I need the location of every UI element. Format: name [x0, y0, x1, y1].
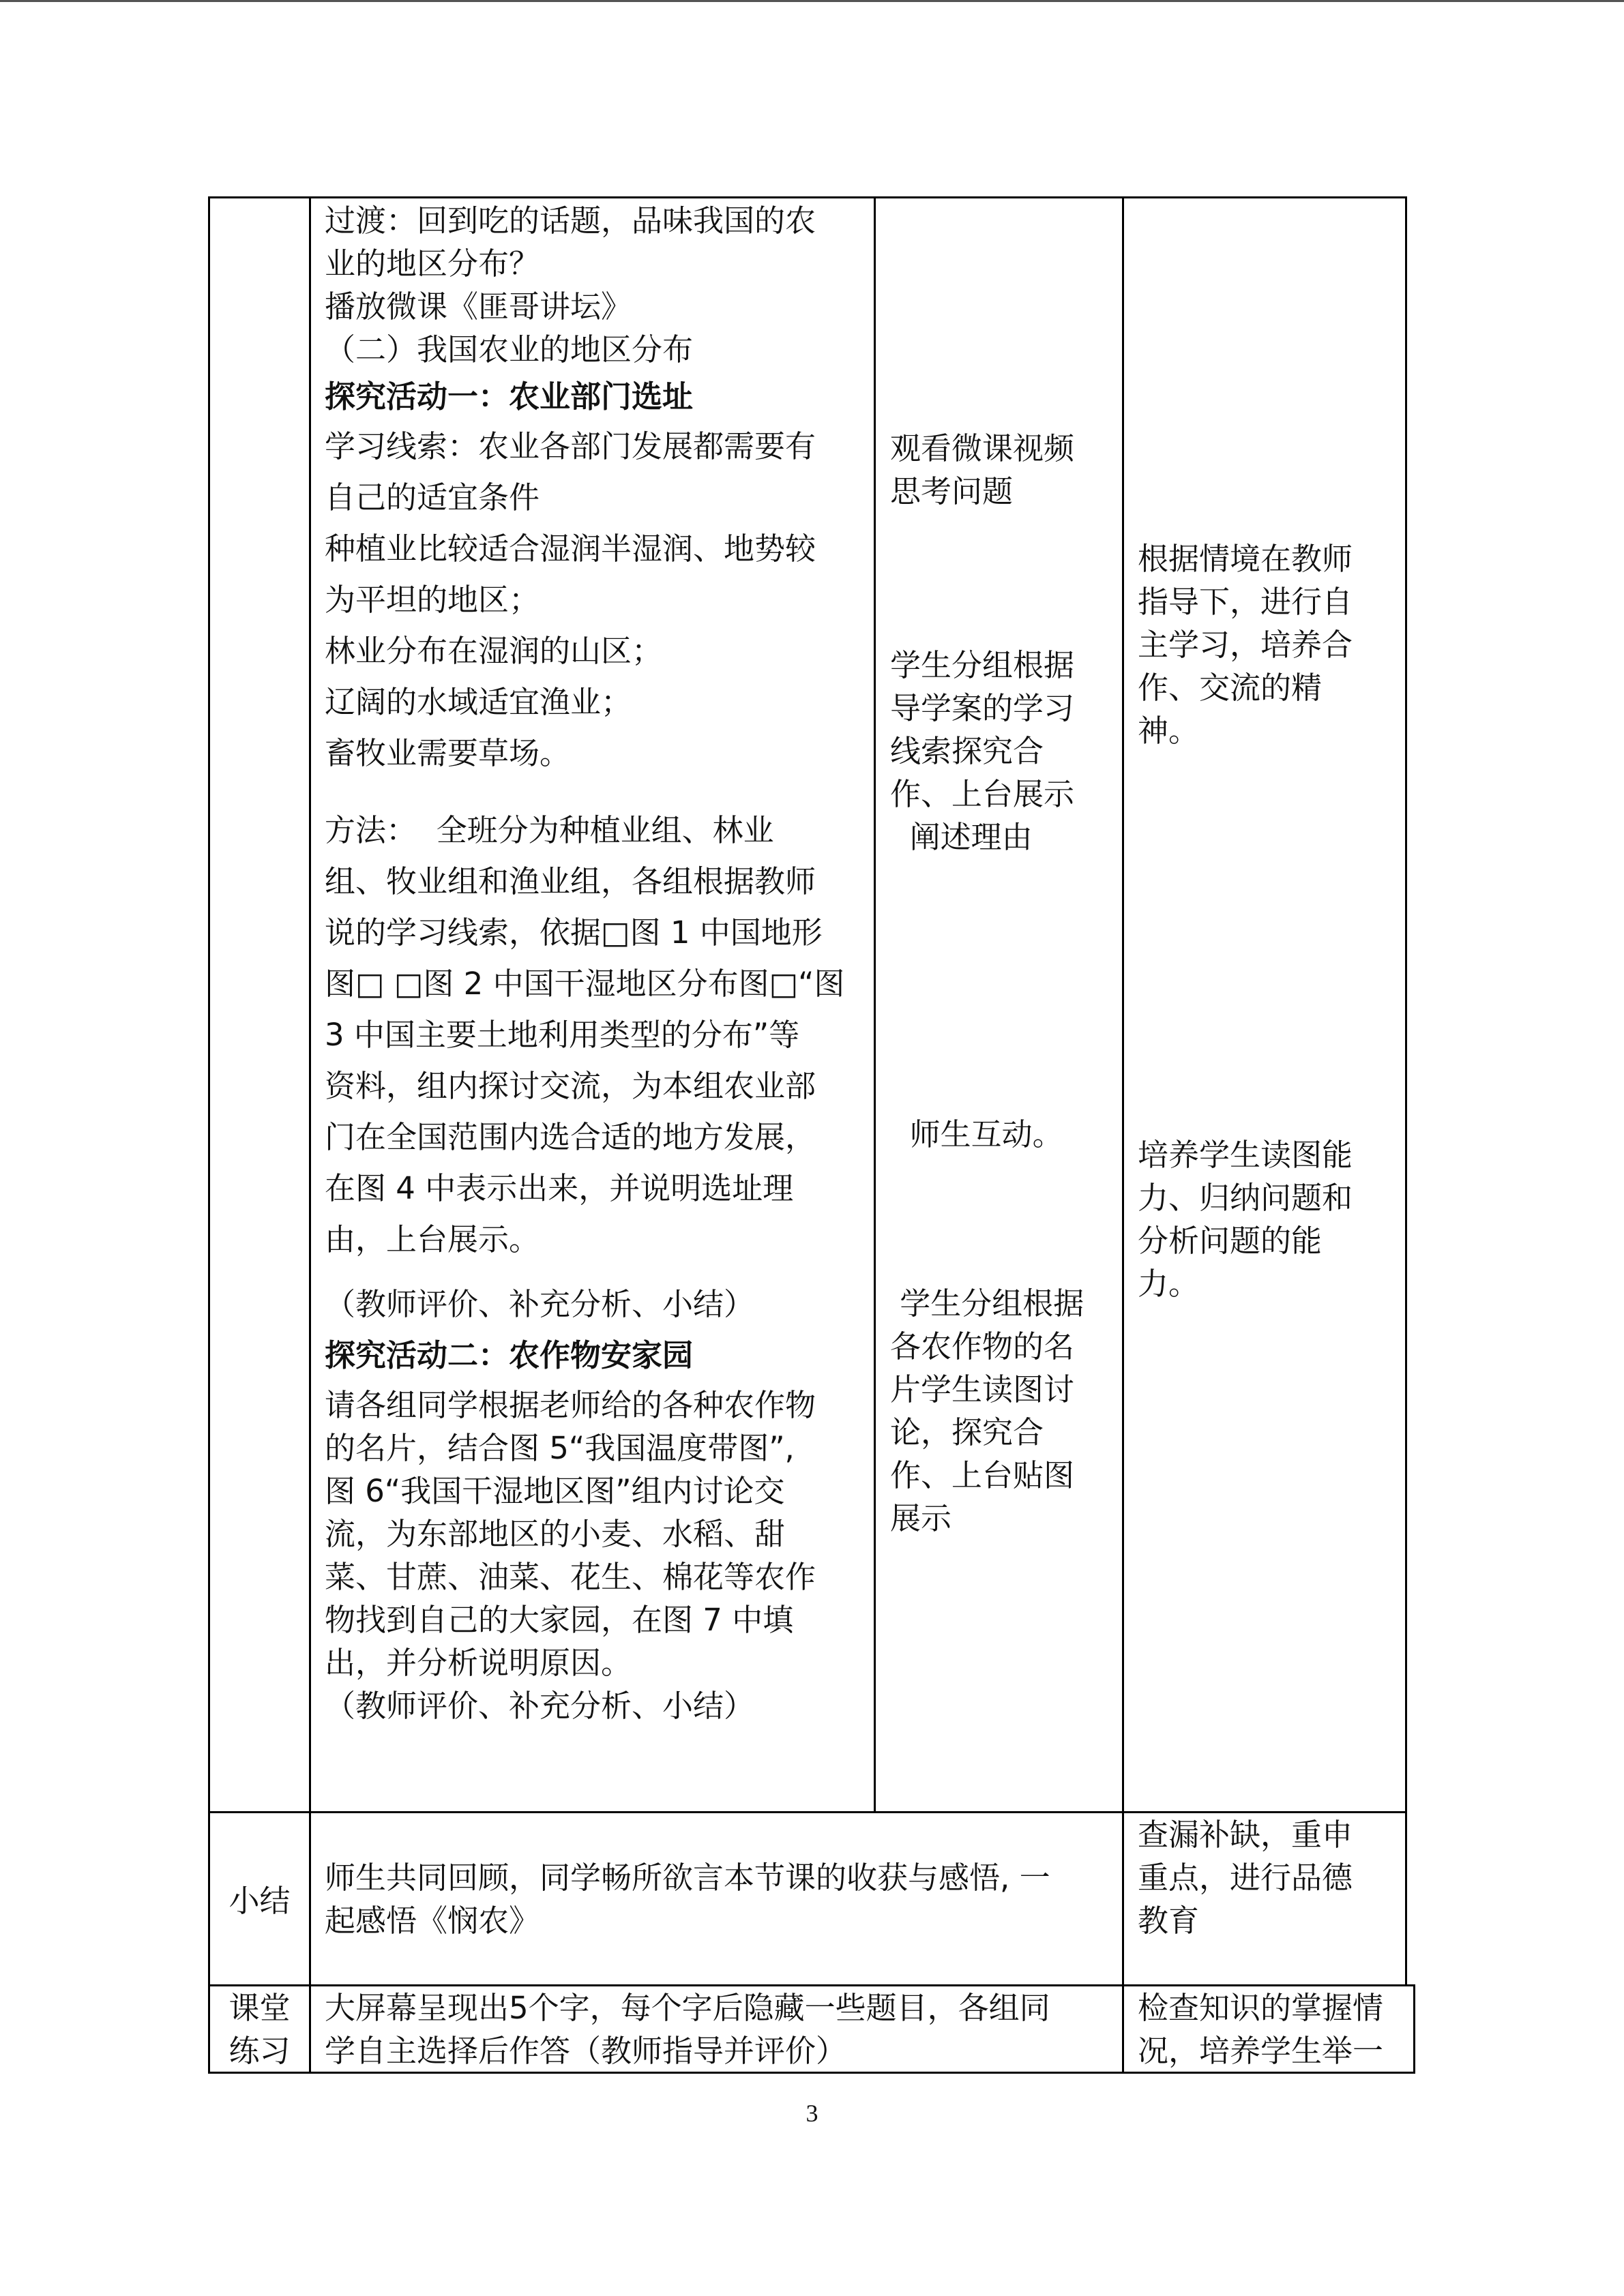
- content-line: 3 中国主要土地利用类型的分布”等: [325, 1017, 800, 1053]
- intent-line: 力。: [1138, 1266, 1200, 1302]
- intent-line: 作、交流的精: [1138, 670, 1323, 706]
- content-line: 林业分布在湿润的山区；: [325, 633, 663, 669]
- summary-label-text: 小结: [228, 1883, 291, 1919]
- intent-line: 主学习，培养合: [1138, 627, 1353, 663]
- summary-label: [210, 1879, 309, 1922]
- content-line: 物找到自己的大家园，在图 7 中填: [325, 1602, 794, 1638]
- summary-intent-cell: [1138, 1813, 1404, 1942]
- summary-intent-line: 查漏补缺，重申: [1138, 1817, 1353, 1853]
- content-line: 门在全国范围内选合适的地方发展，: [325, 1119, 816, 1155]
- content-line: 辽阔的水域适宜渔业；: [325, 684, 632, 720]
- practice-intent-cell: [1138, 1986, 1411, 2072]
- summary-line: 起感悟《悯农》: [325, 1903, 540, 1939]
- content-line: 出，并分析说明原因。: [325, 1645, 632, 1681]
- col-divider-2: [874, 196, 876, 1813]
- intent-line: 力、归纳问题和: [1138, 1180, 1353, 1216]
- content-line: 流，为东部地区的小麦、水稻、甜: [325, 1516, 786, 1552]
- content-line: 请各组同学根据老师给的各种农作物: [325, 1387, 816, 1423]
- student-activity-block: [890, 1113, 1119, 1156]
- content-line: 图□ □图 2 中国干湿地区分布图□“图: [325, 966, 845, 1002]
- content-line: 组、牧业组和渔业组，各组根据教师: [325, 863, 816, 899]
- activity-line: 导学案的学习: [890, 690, 1075, 726]
- page-top-rule: [0, 0, 1624, 2]
- activity-line: 线索探究合: [890, 733, 1044, 769]
- intent-line: 分析问题的能: [1138, 1223, 1323, 1259]
- content-line: 在图 4 中表示出来，并说明选址理: [325, 1170, 794, 1206]
- activity-line: 师生互动。: [890, 1116, 1063, 1152]
- content-line: 菜、甘蔗、油菜、花生、棉花等农作: [325, 1559, 816, 1595]
- practice-label-line: 练习: [228, 2033, 291, 2069]
- practice-line: 学自主选择后作答（教师指导并评价）: [325, 2033, 847, 2069]
- intent-line: 神。: [1138, 713, 1200, 749]
- activity-one-heading: 探究活动一：农业部门选址: [325, 378, 694, 415]
- practice-line: 大屏幕呈现出5个字，每个字后隐藏一些题目，各组同: [325, 1990, 1050, 2026]
- content-line: 为平坦的地区；: [325, 582, 540, 618]
- student-activity-block: [890, 644, 1119, 859]
- practice-label-line: 课堂: [228, 1990, 291, 2026]
- col-divider-1: [309, 196, 311, 2074]
- student-activity-block: [890, 427, 1119, 513]
- content-line: 方法： 全班分为种植业组、林业: [325, 812, 774, 848]
- content-line: （教师评价、补充分析、小结）: [325, 1286, 755, 1322]
- activity-line: 片学生读图讨: [890, 1371, 1075, 1407]
- practice-content-cell: [325, 1986, 1119, 2072]
- practice-label: [210, 1986, 309, 2072]
- content-line: 业的地区分布？: [325, 245, 540, 282]
- table-right-border: [1405, 196, 1407, 1986]
- intent-line: 指导下，进行自: [1138, 584, 1353, 620]
- content-line: 图 6“我国干湿地区图”组内讨论交: [325, 1473, 785, 1509]
- activity-line: 阐述理由: [890, 819, 1033, 855]
- content-line: 种植业比较适合湿润半湿润、地势较: [325, 531, 816, 567]
- main-content-cell: [325, 199, 870, 1727]
- intent-line: 培养学生读图能: [1138, 1137, 1353, 1173]
- content-line: 资料，组内探讨交流，为本组农业部: [325, 1068, 816, 1104]
- summary-content-cell: [325, 1856, 1119, 1942]
- page-number: 3: [806, 2100, 818, 2127]
- col-divider-3: [1122, 196, 1124, 2074]
- content-line: 的名片，结合图 5“我国温度带图”,: [325, 1430, 795, 1466]
- design-intent-block: [1138, 537, 1404, 752]
- activity-line: 思考问题: [890, 473, 1014, 509]
- summary-intent-line: 教育: [1138, 1903, 1200, 1939]
- activity-line: 观看微课视频: [890, 430, 1075, 466]
- content-line: 过渡：回到吃的话题，品味我国的农: [325, 203, 816, 239]
- student-activity-block: [890, 1282, 1119, 1540]
- activity-line: 各农作物的名: [890, 1328, 1075, 1365]
- practice-intent-line: 检查知识的掌握情: [1138, 1990, 1384, 2026]
- activity-line: 学生分组根据: [890, 647, 1075, 683]
- table-right-border-lower: [1413, 1984, 1415, 2074]
- activity-two-heading: 探究活动二：农作物安家园: [325, 1337, 694, 1373]
- practice-intent-line: 况，培养学生举一: [1138, 2033, 1384, 2069]
- design-intent-block: [1138, 1133, 1404, 1305]
- table-left-border: [208, 196, 210, 2074]
- content-line: 说的学习线索，依据□图 1 中国地形: [325, 914, 823, 951]
- activity-line: 学生分组根据: [890, 1285, 1084, 1322]
- activity-line: 展示: [890, 1500, 952, 1536]
- content-line: 播放微课《匪哥讲坛》: [325, 288, 632, 325]
- table-top-border: [208, 196, 1407, 198]
- content-line: （二）我国农业的地区分布: [325, 331, 694, 368]
- activity-line: 作、上台展示: [890, 776, 1075, 812]
- summary-line: 师生共同回顾，同学畅所欲言本节课的收获与感悟, 一: [325, 1860, 1050, 1896]
- activity-line: 论，探究合: [890, 1414, 1044, 1450]
- content-line: 由，上台展示。: [325, 1221, 540, 1257]
- content-line: （教师评价、补充分析、小结）: [325, 1688, 755, 1724]
- content-line: 自己的适宜条件: [325, 479, 540, 516]
- activity-line: 作、上台贴图: [890, 1457, 1075, 1493]
- summary-intent-line: 重点，进行品德: [1138, 1860, 1353, 1896]
- content-line: 畜牧业需要草场。: [325, 735, 571, 771]
- content-line: 学习线索：农业各部门发展都需要有: [325, 428, 816, 464]
- intent-line: 根据情境在教师: [1138, 541, 1353, 577]
